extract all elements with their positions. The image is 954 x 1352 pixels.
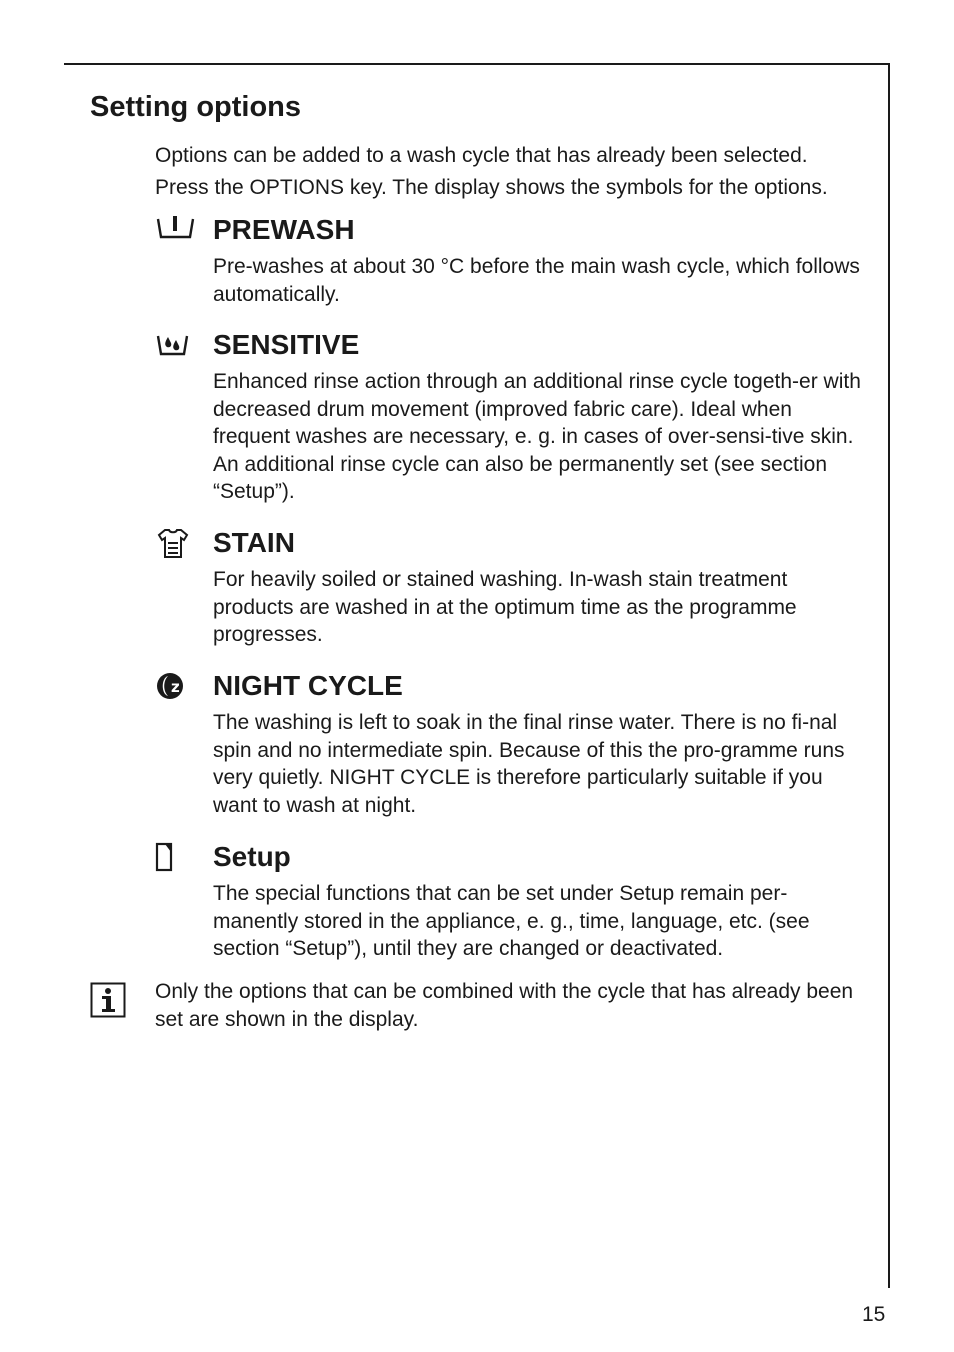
top-rule: [64, 63, 890, 65]
section-body: Pre-washes at about 30 °C before the main wash cycle, which follows automatically.: [213, 255, 860, 306]
section-title: STAIN: [213, 527, 295, 558]
section-title: NIGHT CYCLE: [213, 670, 403, 701]
intro-text: [155, 140, 875, 204]
note-text: Only the options that can be combined with the cycle that has already been set are shown in the display.: [155, 980, 854, 1031]
night-cycle-icon: [155, 669, 197, 703]
section-title: Setup: [213, 841, 291, 872]
intro-line-2: Press the OPTIONS key. The display shows the symbols for the options.: [155, 176, 828, 199]
section-title: PREWASH: [213, 214, 355, 245]
section-sensitive: [155, 326, 861, 506]
svg-text:z: z: [171, 678, 180, 696]
section-body: For heavily soiled or stained washing. In-wash stain treatment products are washed in at the optimum time as the programme progresses.: [213, 568, 797, 646]
right-rule: [888, 63, 890, 1288]
section-body: The special functions that can be set under Setup remain per-manently stored in the appliance, e. g., time, language, etc. (see section “Setup”), until they are changed or deactivated.: [213, 882, 810, 960]
prewash-icon: [155, 213, 197, 247]
sensitive-icon: [155, 328, 197, 362]
info-icon: [90, 982, 126, 1018]
page-number: 15: [862, 1303, 886, 1326]
info-note: [90, 978, 870, 1033]
page-title: Setting options: [90, 91, 302, 123]
section-title: SENSITIVE: [213, 329, 360, 360]
section-stain: [155, 524, 855, 649]
section-body: The washing is left to soak in the final rinse water. There is no fi-nal spin and no intermediate spin. Because of this the pro-gramme runs very quietly. NIGHT CYCLE is therefore particularly suitable if you want to wash at night.: [213, 711, 845, 817]
setup-icon: [155, 840, 197, 874]
section-body: Enhanced rinse action through an additional rinse cycle togeth-er with decreased drum movement (improved fabric care). Ideal when frequent washes are necessary, e. g. in cases of over-sensi-tive skin. An additional rinse cycle can also be permanently set (see section “Setup”).: [213, 370, 861, 503]
section-prewash: [155, 211, 860, 308]
section-night-cycle: [155, 667, 855, 819]
intro-line-1: Options can be added to a wash cycle that has already been selected.: [155, 144, 808, 167]
stain-icon: [155, 526, 197, 560]
section-setup: [155, 838, 855, 963]
